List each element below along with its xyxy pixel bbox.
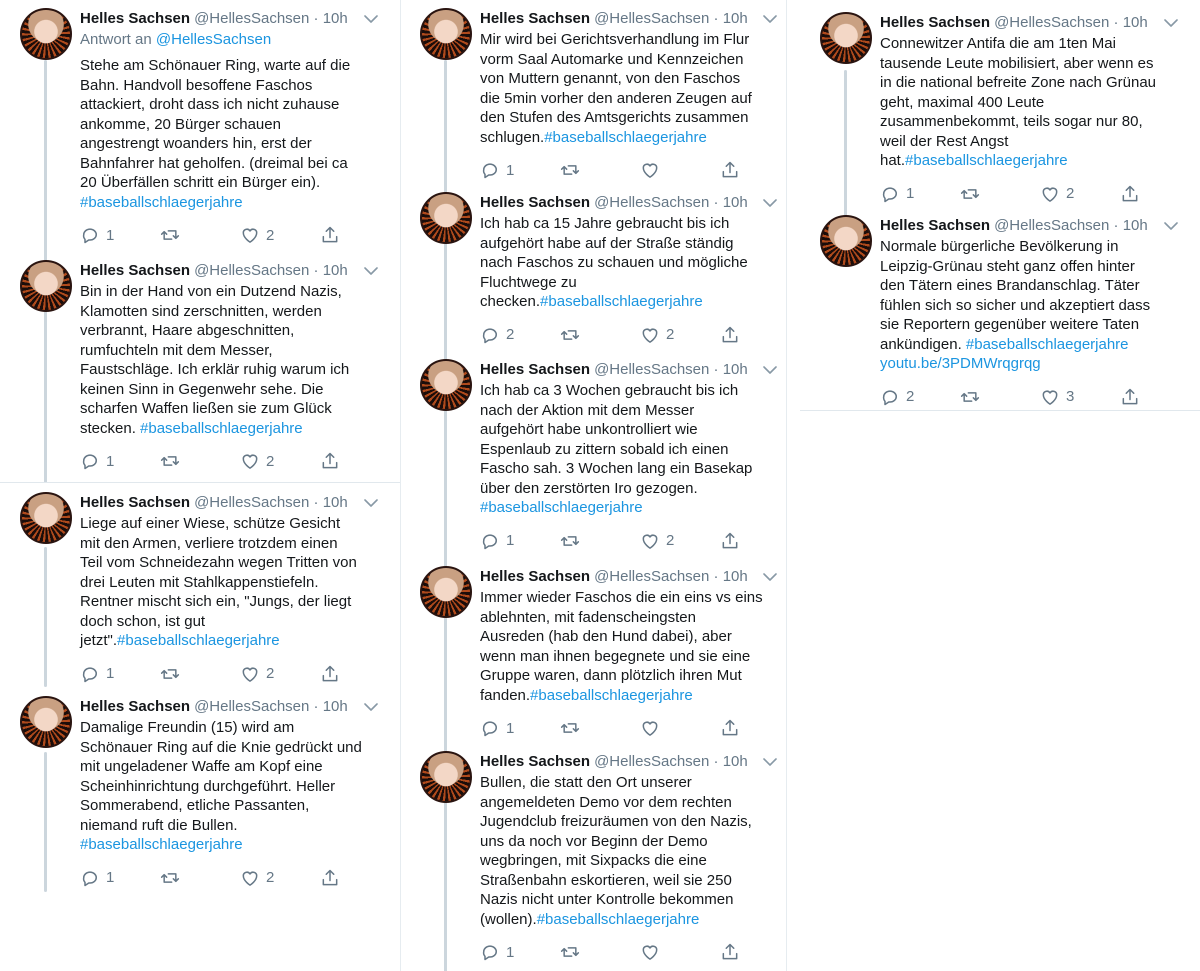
tweet-actions — [80, 867, 350, 889]
retweet-icon — [960, 387, 980, 407]
avatar[interactable] — [820, 12, 872, 64]
reply-to-label: Antwort an — [80, 31, 152, 48]
reply-button[interactable] — [480, 530, 514, 552]
share-icon — [320, 664, 340, 684]
author-name[interactable]: Helles Sachsen — [480, 753, 591, 770]
like-button[interactable] — [240, 224, 274, 246]
avatar[interactable] — [420, 8, 472, 60]
avatar[interactable] — [20, 8, 72, 60]
hashtag-link[interactable]: #baseballschlaegerjahre — [905, 152, 1068, 169]
tweet-body: Mir wird bei Gerichtsverhandlung im Flur vorm Saal Automarke und Kennzeichen von Muttern genannt, von den Faschos die 5min vorher den anderen Zeugen auf den Stufen des Amtsgerichts zusammen schlugen. — [480, 31, 752, 146]
author-name[interactable]: Helles Sachsen — [80, 698, 191, 715]
reply-count: 1 — [906, 185, 915, 202]
author-name[interactable]: Helles Sachsen — [480, 568, 591, 585]
like-button[interactable] — [640, 530, 674, 552]
tweet-body: Connewitzer Antifa die am 1ten Mai tausende Leute mobilisiert, aber wenn es in die national befreite Zone nach Grünau geht, maximal 400 Leute zusammenbekommt, teils sogar nur 80, weil der Rest Angst hat. — [880, 35, 1157, 169]
hashtag-link[interactable]: #baseballschlaegerjahre — [140, 419, 303, 437]
share-button[interactable] — [720, 717, 740, 739]
thread-line — [44, 752, 47, 892]
avatar[interactable] — [20, 696, 72, 748]
share-button[interactable] — [720, 159, 740, 181]
tweet-actions — [80, 450, 350, 472]
avatar[interactable] — [420, 566, 472, 618]
tweet-body: Stehe am Schönauer Ring, warte auf die Bahn. Handvoll besoffene Faschos attackiert, droht dass ich nicht zuhause ankomme, 20 Bürger schauen angestrengt woanders hin, erst der Bahnfahrer hat geholfen. (dreimal bei ca 20 Überfällen schritt ein Bürger ein). — [80, 57, 351, 191]
heart-icon — [1040, 184, 1060, 204]
tweet-header — [880, 217, 1148, 235]
like-button[interactable] — [1040, 183, 1074, 205]
reply-count: 1 — [106, 226, 115, 244]
heart-icon — [1040, 387, 1060, 407]
author-name[interactable]: Helles Sachsen — [80, 10, 191, 27]
reply-context — [80, 30, 271, 49]
author-handle[interactable]: @HellesSachsen — [994, 217, 1110, 234]
like-count: 2 — [266, 665, 275, 682]
tweet-text — [880, 237, 1150, 374]
reply-icon — [80, 664, 100, 684]
tweet-actions — [880, 386, 1150, 408]
hashtag-link[interactable]: #baseballschlaegerjahre — [80, 836, 243, 853]
hashtag-link[interactable]: #baseballschlaegerjahre — [80, 193, 243, 211]
tweet-time[interactable]: · 10h — [1113, 217, 1148, 234]
tweet-header — [480, 10, 748, 28]
tweet-time[interactable]: · 10h — [313, 494, 348, 511]
reply-icon — [480, 531, 500, 551]
heart-icon — [640, 531, 660, 551]
retweet-button[interactable] — [160, 224, 180, 246]
external-link[interactable]: youtu.be/3PDMWrqgrqg — [880, 355, 1041, 372]
tweet-body: Damalige Freundin (15) wird am Schönauer Ring auf die Knie gedrückt und mit ungeladener Waffe am Kopf eine Scheinhinrichtung durchgeführt. Heller Sommerabend, etliche Passanten, niemand ruft die Bullen. — [80, 719, 362, 834]
tweet-text — [80, 514, 357, 651]
tweet-header — [480, 753, 748, 771]
reply-count: 2 — [506, 326, 515, 343]
hashtag-link[interactable]: #baseballschlaegerjahre — [117, 632, 280, 649]
like-count: 2 — [1066, 185, 1075, 202]
tweet-actions — [480, 159, 750, 181]
chevron-down-icon[interactable] — [364, 498, 378, 508]
tweet-time[interactable]: · 10h — [713, 568, 748, 585]
reply-icon — [80, 868, 100, 888]
author-name[interactable]: Helles Sachsen — [480, 194, 591, 211]
like-button[interactable] — [1040, 386, 1074, 408]
like-count: 2 — [266, 452, 275, 470]
author-name[interactable]: Helles Sachsen — [80, 262, 191, 279]
reply-button[interactable] — [80, 224, 114, 246]
reply-button[interactable] — [480, 159, 514, 181]
avatar[interactable] — [20, 492, 72, 544]
column-separator — [786, 0, 787, 971]
share-button[interactable] — [720, 941, 740, 963]
author-handle[interactable]: @HellesSachsen — [594, 568, 710, 585]
share-button[interactable] — [1120, 183, 1140, 205]
reply-icon — [480, 942, 500, 962]
tweet-text — [480, 381, 752, 518]
author-name[interactable]: Helles Sachsen — [480, 361, 591, 378]
avatar[interactable] — [20, 260, 72, 312]
share-button[interactable] — [1120, 386, 1140, 408]
reply-count: 1 — [506, 943, 515, 961]
reply-icon — [480, 718, 500, 738]
tweet-text — [480, 30, 752, 147]
like-count: 2 — [666, 326, 675, 343]
retweet-button[interactable] — [160, 867, 180, 889]
author-handle[interactable]: @HellesSachsen — [594, 194, 710, 211]
avatar[interactable] — [820, 215, 872, 267]
share-icon — [720, 325, 740, 345]
share-icon — [1120, 184, 1140, 204]
chevron-down-icon[interactable] — [763, 14, 777, 24]
thread-line — [844, 70, 847, 220]
share-button[interactable] — [320, 224, 340, 246]
tweet-actions — [480, 941, 750, 963]
chevron-down-icon[interactable] — [364, 14, 378, 24]
tweet-header — [80, 10, 348, 28]
tweet-header — [80, 698, 348, 716]
heart-icon — [640, 718, 660, 738]
reply-button[interactable] — [80, 450, 114, 472]
reply-to-handle[interactable]: @HellesSachsen — [155, 31, 272, 48]
retweet-icon — [560, 718, 580, 738]
like-count: 2 — [666, 532, 675, 549]
tweet-body: Bin in der Hand von ein Dutzend Nazis, Klamotten sind zerschnitten, werden verbrannt, Haare abgeschnitten, rumfuchteln mit dem Messer, Faustschläge. Ich erklär ruhig warum ich keinen Sinn in Gegenwehr sehe. Die scharfen Waffen ließen sie zum Glück stecken. — [80, 283, 350, 437]
hashtag-link[interactable]: #baseballschlaegerjahre — [965, 335, 1129, 353]
tweet-body: Normale bürgerliche Bevölkerung in Leipzig-Grünau steht ganz offen hinter den Tätern eines Brandanschlag. Täter fühlen sich so sicher und akzeptiert dass sie Reportern gegenüber weitere Taten ankündigen. — [880, 238, 1151, 353]
avatar[interactable] — [420, 751, 472, 803]
share-icon — [720, 531, 740, 551]
chevron-down-icon[interactable] — [1164, 18, 1178, 28]
reply-button[interactable] — [80, 663, 114, 685]
hashtag-link[interactable]: #baseballschlaegerjahre — [480, 499, 643, 516]
tweet-time[interactable]: · 10h — [713, 194, 748, 211]
tweet-time[interactable]: · 10h — [313, 262, 348, 279]
chevron-down-icon[interactable] — [763, 757, 777, 767]
retweet-button[interactable] — [560, 324, 580, 346]
reply-button[interactable] — [880, 183, 914, 205]
heart-icon — [240, 664, 260, 684]
thread-line — [44, 547, 47, 687]
reply-count: 1 — [106, 665, 115, 682]
column-separator — [400, 0, 401, 971]
chevron-down-icon[interactable] — [763, 572, 777, 582]
tweet-time[interactable]: · 10h — [713, 361, 748, 378]
retweet-button[interactable] — [160, 450, 180, 472]
share-button[interactable] — [720, 324, 740, 346]
retweet-icon — [560, 325, 580, 345]
like-count: 2 — [266, 226, 275, 244]
retweet-button[interactable] — [960, 183, 980, 205]
retweet-button[interactable] — [560, 941, 580, 963]
tweet-time[interactable]: · 10h — [713, 753, 748, 770]
like-count: 3 — [1066, 388, 1075, 405]
tweet-text — [80, 282, 349, 438]
reply-count: 1 — [106, 869, 115, 886]
tweet-actions — [480, 324, 750, 346]
reply-count: 2 — [906, 388, 915, 405]
reply-button[interactable] — [480, 941, 514, 963]
retweet-icon — [960, 184, 980, 204]
tweet-body: Immer wieder Faschos die ein eins vs eins ablehnten, mit fadenscheingsten Ausreden (hab den Hund dabei), aber wenn man ihnen begegnete und sie eine Gruppe waren, dann plötzlich ihren Mut fanden. — [480, 589, 763, 704]
column-2 — [414, 0, 786, 971]
tweet-text — [80, 56, 350, 212]
like-button[interactable] — [240, 867, 274, 889]
tweet-header — [480, 568, 748, 586]
tweet-text — [480, 588, 763, 705]
reply-button[interactable] — [480, 717, 514, 739]
like-button[interactable] — [240, 450, 274, 472]
chevron-down-icon[interactable] — [364, 266, 378, 276]
chevron-down-icon[interactable] — [364, 702, 378, 712]
avatar[interactable] — [420, 192, 472, 244]
tweet-header — [80, 262, 348, 280]
reply-count: 1 — [506, 532, 515, 549]
tweet-header — [480, 194, 748, 212]
retweet-button[interactable] — [560, 159, 580, 181]
chevron-down-icon[interactable] — [763, 198, 777, 208]
heart-icon — [240, 868, 260, 888]
hashtag-link[interactable]: #baseballschlaegerjahre — [544, 128, 707, 146]
author-handle[interactable]: @HellesSachsen — [994, 14, 1110, 31]
tweet-header — [880, 14, 1148, 32]
heart-icon — [240, 225, 260, 245]
tweet-header — [480, 361, 748, 379]
author-name[interactable]: Helles Sachsen — [880, 217, 991, 234]
heart-icon — [640, 942, 660, 962]
tweet-text — [480, 214, 748, 312]
tweet-header — [80, 494, 348, 512]
retweet-icon — [560, 160, 580, 180]
retweet-icon — [160, 664, 180, 684]
divider — [800, 410, 1200, 411]
tweet-actions — [480, 530, 750, 552]
like-count: 2 — [266, 869, 275, 886]
author-name[interactable]: Helles Sachsen — [480, 10, 591, 27]
like-button[interactable] — [640, 324, 674, 346]
retweet-button[interactable] — [960, 386, 980, 408]
tweet-actions — [80, 663, 350, 685]
tweet-actions — [880, 183, 1150, 205]
reply-count: 1 — [506, 161, 515, 179]
reply-count: 1 — [506, 719, 515, 737]
tweet-body: Ich hab ca 15 Jahre gebraucht bis ich aufgehört habe auf der Straße ständig nach Faschos zu schauen und mögliche Fluchtwege zu checken. — [480, 215, 748, 310]
reply-count: 1 — [106, 452, 115, 470]
share-button[interactable] — [720, 530, 740, 552]
tweet-time[interactable]: · 10h — [313, 10, 348, 27]
reply-icon — [480, 325, 500, 345]
share-button[interactable] — [320, 663, 340, 685]
like-button[interactable] — [640, 941, 666, 963]
tweet-body: Liege auf einer Wiese, schütze Gesicht mit den Armen, verliere trotzdem einen Teil vom Schneidezahn wegen Tritten von drei Leuten mit Stahlkappenstiefeln. Rentner mischt sich ein, "Jungs, der liegt doch schon, ist gut jetzt". — [80, 515, 357, 649]
tweet-text — [480, 773, 752, 929]
retweet-button[interactable] — [160, 663, 180, 685]
reply-icon — [880, 387, 900, 407]
tweet-time[interactable]: · 10h — [713, 10, 748, 27]
author-handle[interactable]: @HellesSachsen — [194, 262, 310, 279]
tweet-time[interactable]: · 10h — [313, 698, 348, 715]
heart-icon — [240, 451, 260, 471]
retweet-icon — [160, 451, 180, 471]
heart-icon — [640, 160, 660, 180]
reply-icon — [80, 225, 100, 245]
retweet-icon — [160, 868, 180, 888]
hashtag-link[interactable]: #baseballschlaegerjahre — [540, 293, 703, 310]
retweet-icon — [560, 942, 580, 962]
reply-button[interactable] — [80, 867, 114, 889]
chevron-down-icon[interactable] — [1164, 221, 1178, 231]
hashtag-link[interactable]: #baseballschlaegerjahre — [536, 910, 700, 928]
author-handle[interactable]: @HellesSachsen — [594, 10, 710, 27]
reply-icon — [80, 451, 100, 471]
author-name[interactable]: Helles Sachsen — [80, 494, 191, 511]
author-handle[interactable]: @HellesSachsen — [594, 361, 710, 378]
reply-button[interactable] — [880, 386, 914, 408]
chevron-down-icon[interactable] — [763, 365, 777, 375]
author-handle[interactable]: @HellesSachsen — [594, 753, 710, 770]
share-icon — [720, 718, 740, 738]
like-button[interactable] — [640, 159, 666, 181]
share-icon — [320, 868, 340, 888]
tweet-actions — [480, 717, 750, 739]
column-1 — [0, 0, 400, 971]
author-handle[interactable]: @HellesSachsen — [194, 10, 310, 27]
tweet-actions — [80, 224, 350, 246]
heart-icon — [640, 325, 660, 345]
share-button[interactable] — [320, 450, 340, 472]
like-button[interactable] — [240, 663, 274, 685]
author-handle[interactable]: @HellesSachsen — [194, 698, 310, 715]
share-icon — [720, 160, 740, 180]
retweet-icon — [560, 531, 580, 551]
divider — [0, 482, 400, 483]
tweet-time[interactable]: · 10h — [1113, 14, 1148, 31]
reply-icon — [480, 160, 500, 180]
retweet-button[interactable] — [560, 530, 580, 552]
reply-button[interactable] — [480, 324, 514, 346]
tweet-body: Bullen, die statt den Ort unserer angemeldeten Demo vor dem rechten Jugendclub freizuräumen von den Nazis, uns da noch vor Beginn der Demo wegbringen, mit Sixpacks die eine Straßenbahn eskortieren, weil sie 250 Nazis nicht unter Kontrolle bekommen (wollen). — [480, 774, 752, 928]
avatar[interactable] — [420, 359, 472, 411]
share-icon — [720, 942, 740, 962]
retweet-button[interactable] — [560, 717, 580, 739]
retweet-icon — [160, 225, 180, 245]
share-icon — [320, 451, 340, 471]
author-handle[interactable]: @HellesSachsen — [194, 494, 310, 511]
author-name[interactable]: Helles Sachsen — [880, 14, 991, 31]
share-icon — [320, 225, 340, 245]
share-button[interactable] — [320, 867, 340, 889]
hashtag-link[interactable]: #baseballschlaegerjahre — [530, 686, 693, 704]
tweet-body: Ich hab ca 3 Wochen gebraucht bis ich nach der Aktion mit dem Messer aufgehört habe unkontrolliert wie Espenlaub zu zittern sobald ich einen Fascho sah. 3 Wochen lang ein Basekap über den zerstörten Iro gezogen. — [480, 382, 753, 497]
reply-icon — [880, 184, 900, 204]
tweet-text — [880, 34, 1156, 171]
share-icon — [1120, 387, 1140, 407]
like-button[interactable] — [640, 717, 666, 739]
tweet-text — [80, 718, 362, 855]
